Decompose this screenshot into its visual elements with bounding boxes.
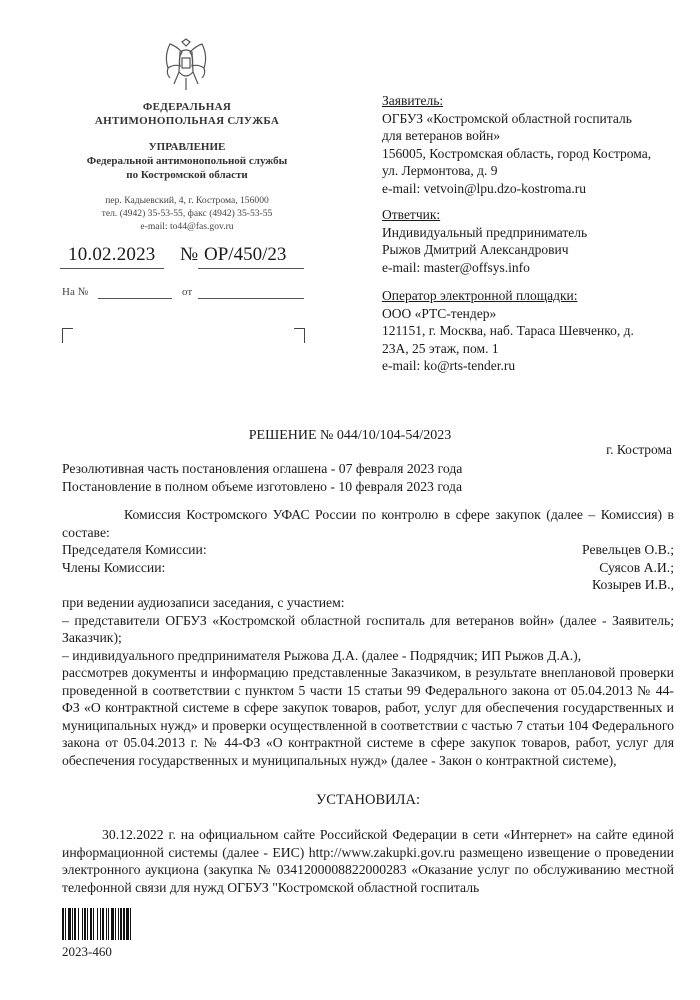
applicant-line: ОГБУЗ «Костромской областной госпиталь <box>382 110 632 126</box>
applicant-line: для ветеранов войн» <box>382 128 501 143</box>
department-name: УПРАВЛЕНИЕ Федеральной антимонопольной службы по Костромской области <box>86 141 288 181</box>
applicant-line: 156005, Костромская область, город Кострома, <box>382 145 652 161</box>
respondent-line: Рыжов Дмитрий Александрович <box>382 242 569 257</box>
commission-intro: Комиссия Костромского УФАС России по контролю в сфере закупок (далее – Комиссия) в составе: <box>62 507 674 540</box>
commission-members <box>62 541 674 594</box>
body-paragraph: 30.12.2022 г. на официальном сайте Российской Федерации в сети «Интернет» на сайте единой информационной системы (далее - ЕИС) http://www.zakupki.gov.ru размещено извещение о проведении электронного аукциона (закупка № 0341200008822000283 «Оказание услуг по обслуживанию местной телефонной связи для нужд ОГБУЗ "Костромской областной госпиталь <box>62 827 674 895</box>
number-symbol: № <box>180 244 199 265</box>
decision-title: РЕШЕНИЕ № 044/10/104-54/2023 <box>248 428 452 443</box>
participants <box>62 594 674 769</box>
established-heading: УСТАНОВИЛА: <box>316 792 420 808</box>
applicant-line: ул. Лермонтова, д. 9 <box>382 163 498 178</box>
respondent-line: Индивидуальный предприниматель <box>382 224 588 240</box>
ref-from-line <box>198 298 304 299</box>
decision-city: г. Кострома <box>606 442 672 457</box>
operator-line: 121151, г. Москва, наб. Тараса Шевченко, д. <box>382 323 634 338</box>
applicant-label: Заявитель: <box>382 93 444 108</box>
member-name: Суясов А.И.; <box>599 559 674 575</box>
participant-item: – представители ОГБУЗ «Костромской областной госпиталь для ветеранов войн» (далее - Заявитель; Заказчик); <box>62 612 674 645</box>
decision-dates <box>62 460 674 495</box>
member-name: Козырев И.В., <box>592 577 674 592</box>
ref-number-label: На № <box>62 286 89 298</box>
resolution-date-line: Резолютивная часть постановления оглашена - 07 февраля 2023 года <box>62 461 463 476</box>
respondent-label: Ответчик: <box>382 207 441 222</box>
operator-line: ООО «РТС-тендер» <box>382 305 497 321</box>
number-underline <box>198 268 304 269</box>
members-label: Члены Комиссии: <box>62 559 166 575</box>
letter-date: 10.02.2023 <box>68 244 156 265</box>
agency-name: ФЕДЕРАЛЬНАЯ АНТИМОНОПОЛЬНАЯ СЛУЖБА <box>94 101 280 127</box>
date-underline <box>60 268 164 269</box>
coat-of-arms-icon <box>160 38 212 94</box>
ref-number-line <box>98 298 172 299</box>
applicant-block <box>382 92 682 197</box>
address-corner-left <box>62 328 73 343</box>
operator-label: Оператор электронной площадки: <box>382 288 578 303</box>
participant-item: – индивидуального предпринимателя Рыжова Д.А. (далее - Подрядчик; ИП Рыжов Д.А.), <box>62 647 582 663</box>
operator-line: 23А, 25 этаж, пом. 1 <box>382 340 499 356</box>
ref-from-label: от <box>182 286 193 298</box>
address-corner-right <box>294 328 305 343</box>
chair-label: Председателя Комиссии: <box>62 542 207 557</box>
letter-number: ОР/450/23 <box>204 244 287 265</box>
barcode-icon <box>62 908 172 940</box>
audio-line: при ведении аудиозаписи заседания, с участием: <box>62 595 345 610</box>
respondent-email: e-mail: master@offsys.info <box>382 259 530 275</box>
considered-paragraph: рассмотрев документы и информацию представленные Заказчиком, в результате внеплановой проверки проведенной в соответствии с пунктом 5 части 15 статьи 99 Федерального закона от 05.04.2013 № 44-ФЗ «О контрактной системе в сфере закупок товаров, работ, услуг для обеспечения государственных и муниципальных нужд» и проверки осуществленной в соответствии с частью 7 статьи 104 Федерального закона от 05.04.2013 г. № 44-ФЗ «О контрактной системе в сфере закупок товаров, работ, услуг для обеспечения государственных и муниципальных нужд» (далее - Закон о контрактной системе), <box>62 665 674 768</box>
respondent-block <box>382 206 682 276</box>
chair-name: Ревельцев О.В.; <box>582 542 674 557</box>
applicant-email: e-mail: vetvoin@lpu.dzo-kostroma.ru <box>382 180 587 196</box>
barcode-number: 2023-460 <box>62 944 112 959</box>
operator-block <box>382 287 682 375</box>
operator-email: e-mail: ko@rts-tender.ru <box>382 358 516 373</box>
full-decision-date-line: Постановление в полном объеме изготовлено - 10 февраля 2023 года <box>62 478 463 494</box>
agency-contacts: пер. Кадыевский, 4, г. Кострома, 156000 тел. (4942) 35-53-55, факс (4942) 35-53-55 e-mail: to44@fas.gov.ru <box>101 195 273 232</box>
